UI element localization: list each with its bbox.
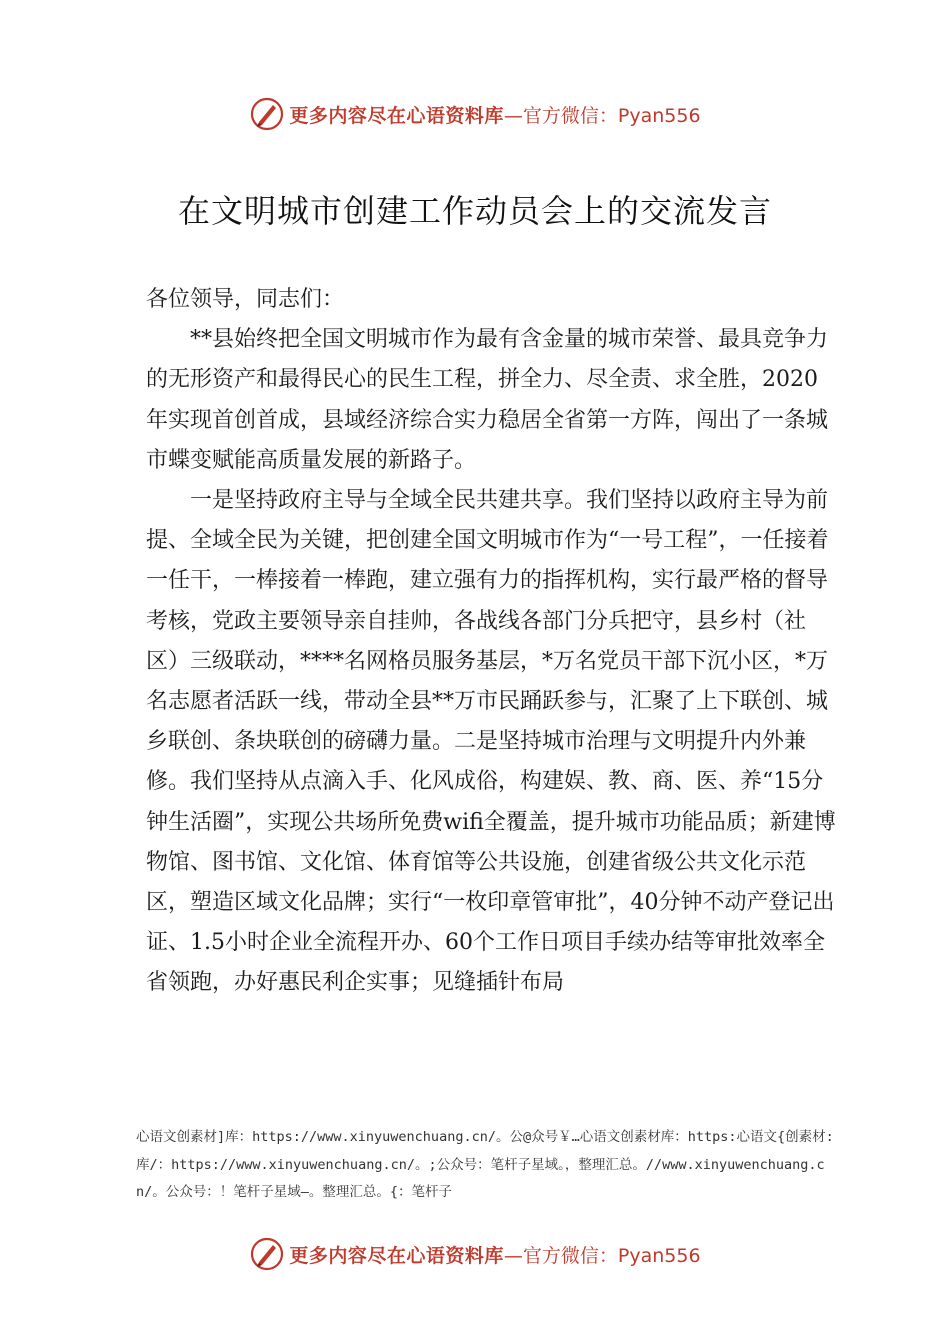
pen-logo-icon: [249, 1236, 285, 1272]
header-banner: [0, 94, 950, 134]
footer-banner: [0, 1234, 950, 1274]
banner-brand-text: 更多内容尽在心语资料库: [289, 104, 504, 127]
pen-logo-icon: [249, 96, 285, 132]
footer-brand-text: 更多内容尽在心语资料库: [289, 1244, 504, 1267]
document-title: 在文明城市创建工作动员会上的交流发言: [177, 192, 772, 230]
paragraph-2: 一是坚持政府主导与全域全民共建共享。我们坚持以政府主导为前提、全域全民为关键，把创建全国文明城市作为“一号工程”，一任接着一任干，一棒接着一棒跑，建立强有力的指挥机构，实行最严格的督导考核，党政主要领导亲自挂帅，各战线各部门分兵把守，县乡村（社区）三级联动，****名网格员服务基层，*万名党员干部下沉小区，*万名志愿者活跃一线，带动全县**万市民踊跃参与，汇聚了上下联创、城乡联创、条块联创的磅礴力量。二是坚持城市治理与文明提升内外兼修。我们坚持从点滴入手、化风成俗，构建娱、教、商、医、养“15分钟生活圈”，实现公共场所免费wifi全覆盖，提升城市功能品质；新建博物馆、图书馆、文化馆、体育馆等公共设施，创建省级公共文化示范区，塑造区域文化品牌；实行“一枚印章管审批”，40分钟不动产登记出证、1.5小时企业全流程开办、60个工作日项目手续办结等审批效率全省领跑，办好惠民利企实事；见缝插针布局: [146, 488, 836, 996]
greeting: 各位领导，同志们：: [146, 287, 345, 312]
banner-wechat-text: —官方微信：Pyan556: [503, 104, 701, 127]
paragraph-1: **县始终把全国文明城市作为最有含金量的城市荣誉、最具竞争力的无形资产和最得民心的民生工程，拼全力、尽全责、求全胜，2020年实现首创首成，县域经济综合实力稳居全省第一方阵，闯出了一条城市蝶变赋能高质量发展的新路子。: [146, 327, 829, 473]
document-body: [146, 280, 836, 1004]
footer-wechat-text: —官方微信：Pyan556: [503, 1244, 701, 1267]
watermark-note: 心语文创素材]库：https://www.xinyuwenchuang.cn/。公@众号￥…心语文创素材库：https:心语文{创素材:库/：https://www.xinyuwenchuang.cn/。;公众号：笔杆子星域。，整理汇总。//www.xinyuwenchuang.cn/。公众号：！笔杆子星域—。整理汇总。{：笔杆子: [136, 1129, 834, 1200]
